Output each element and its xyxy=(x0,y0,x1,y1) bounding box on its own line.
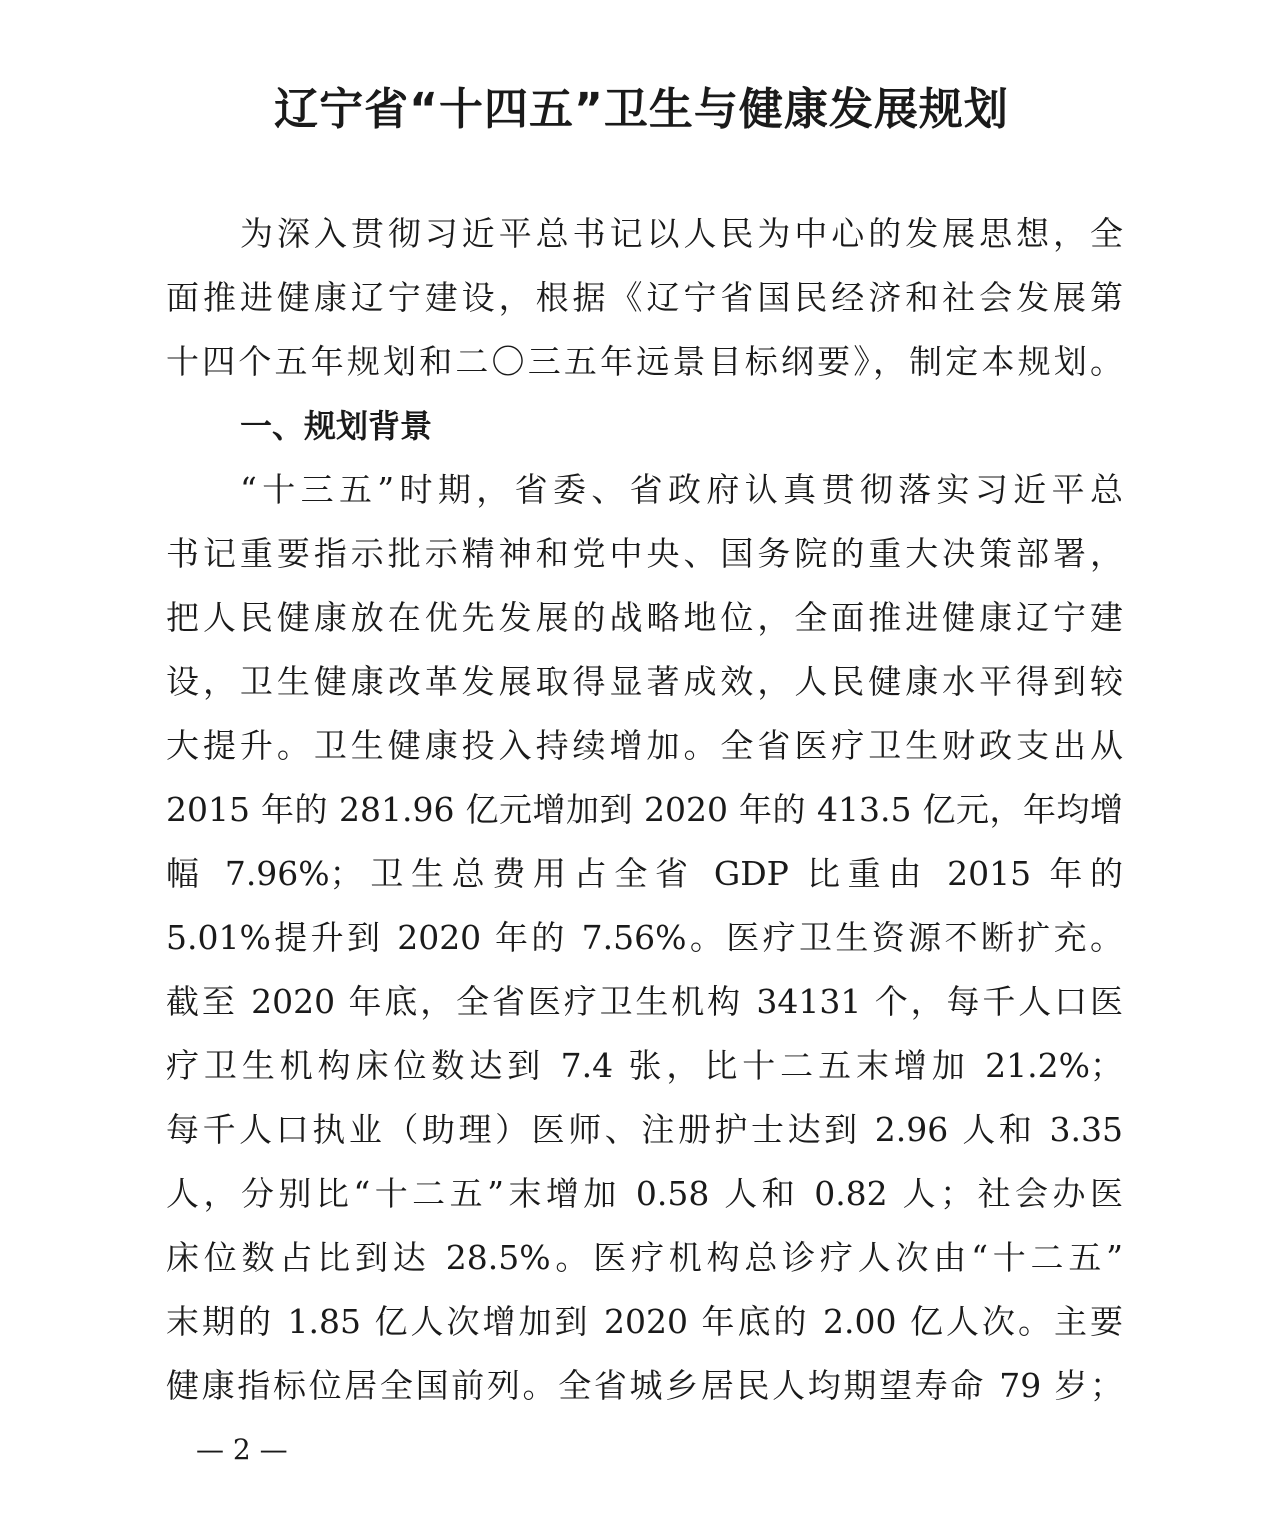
body-line: 截至 2020 年底，全省医疗卫生机构 34131 个，每千人口医 xyxy=(166,982,1123,1021)
body-line: “十三五”时期，省委、省政府认真贯彻落实习近平总 xyxy=(240,470,1123,509)
document-title: 辽宁省“十四五”卫生与健康发展规划 xyxy=(274,84,1009,135)
body-line: 末期的 1.85 亿人次增加到 2020 年底的 2.00 亿人次。主要 xyxy=(166,1302,1123,1341)
body-line: 书记重要指示批示精神和党中央、国务院的重大决策部署， xyxy=(166,534,1123,573)
body-line: 幅 7.96%；卫生总费用占全省 GDP 比重由 2015 年的 xyxy=(166,854,1123,893)
body-line: 设，卫生健康改革发展取得显著成效，人民健康水平得到较 xyxy=(166,662,1123,701)
intro-line: 为深入贯彻习近平总书记以人民为中心的发展思想，全 xyxy=(240,214,1123,253)
page-number: — 2 — xyxy=(196,1433,288,1466)
intro-line: 面推进健康辽宁建设，根据《辽宁省国民经济和社会发展第 xyxy=(166,278,1123,317)
body-line: 每千人口执业（助理）医师、注册护士达到 2.96 人和 3.35 xyxy=(166,1110,1123,1149)
section-heading: 一、规划背景 xyxy=(240,407,433,445)
intro-line: 十四个五年规划和二〇三五年远景目标纲要》，制定本规划。 xyxy=(166,342,1123,381)
body-line: 2015 年的 281.96 亿元增加到 2020 年的 413.5 亿元，年均增 xyxy=(166,790,1123,829)
body-line: 大提升。卫生健康投入持续增加。全省医疗卫生财政支出从 xyxy=(166,726,1123,765)
body-line: 把人民健康放在优先发展的战略地位，全面推进健康辽宁建 xyxy=(166,598,1123,637)
body-line: 人，分别比“十二五”末增加 0.58 人和 0.82 人；社会办医 xyxy=(166,1174,1123,1213)
body-line: 疗卫生机构床位数达到 7.4 张，比十二五末增加 21.2%； xyxy=(166,1046,1123,1085)
body-line: 5.01%提升到 2020 年的 7.56%。医疗卫生资源不断扩充。 xyxy=(166,918,1123,957)
body-line: 健康指标位居全国前列。全省城乡居民人均期望寿命 79 岁； xyxy=(166,1366,1123,1405)
body-line: 床位数占比到达 28.5%。医疗机构总诊疗人次由“十二五” xyxy=(166,1238,1123,1277)
